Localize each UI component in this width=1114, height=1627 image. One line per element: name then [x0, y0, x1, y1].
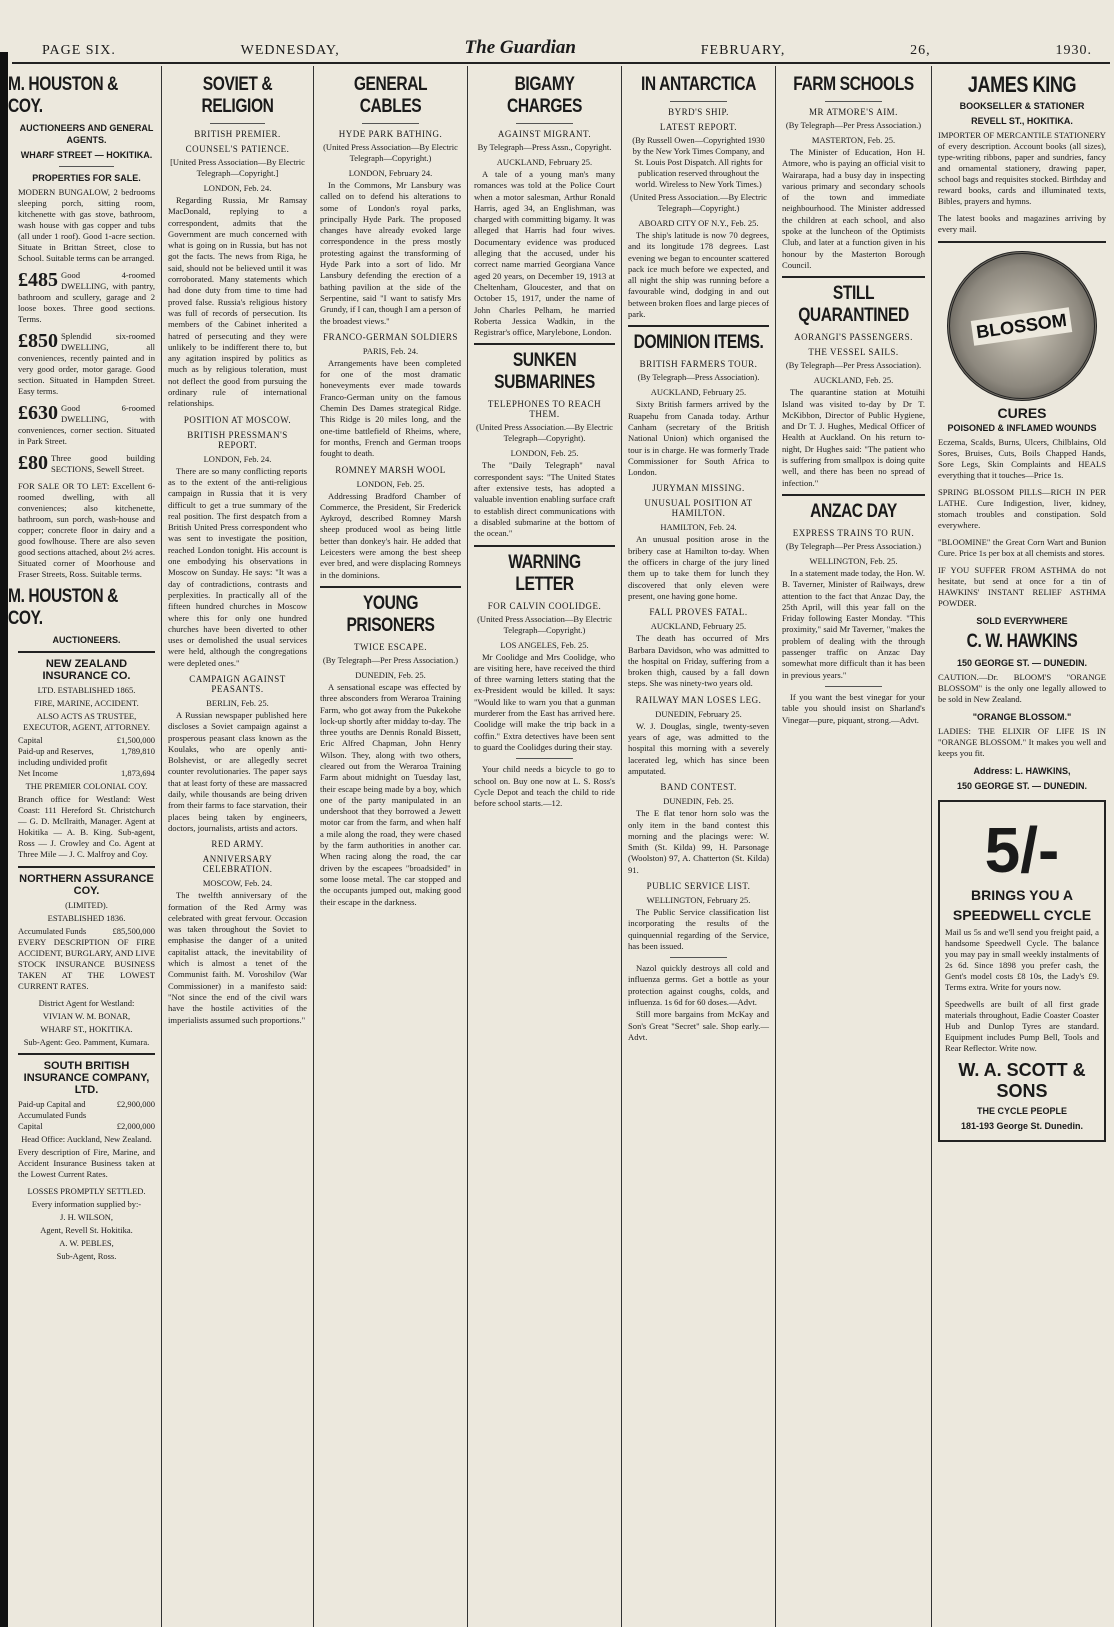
dateline: LONDON, Feb. 25.	[356, 478, 425, 489]
article-headline-farm-schools: FARM SCHOOLS	[793, 74, 914, 95]
wire-credit: (By Telegraph—Per Press Association).	[785, 360, 922, 371]
subhead-coolidge: FOR CALVIN COOLIDGE.	[487, 600, 602, 611]
price-80: £80	[18, 452, 48, 474]
article-paragraph: The Minister of Education, Hon H. Atmore, who is paying an official visit to Wairarapa, had a busy day in inspecting various primary and secondary schools of the town and immediate neighbourhood. The Minister addressed the children at each school, and also spoke at the luncheon of the Optimists Club, and later at a function given in his honour by the Masterton Borough Council.	[782, 147, 925, 270]
article-paragraph: W. J. Douglas, single, twenty-seven years of age, was admitted to the hospital this morning with a severely lacerated leg, which has since been amputated.	[628, 720, 769, 776]
speedwell-specs: Speedwells are built of all first grade materials throughout, Eadie Coaster Coaster Hub and Dunlop Tyres are standard. Equipment includes Pump Bell, Tools and Rear Reflector. Write now.	[945, 999, 1099, 1053]
wire-credit: (United Press Association—By Electric Telegraph—Copyright.)	[323, 142, 458, 163]
subhead-telephones: TELEPHONES TO REACH THEM.	[487, 399, 602, 420]
divider	[782, 276, 925, 278]
wire-credit: [United Press Association—By Electric Telegraph—Copyright.]	[170, 157, 305, 178]
copyright-credit: (By Russell Owen—Copyrighted 1930 by the New York Times Company, and St. Louis Post Dispatch. All rights for publication reserved throughout the world. Wireless to New York Times.)	[632, 135, 765, 189]
ladies-advert: LADIES: THE ELIXIR OF LIFE IS IN "ORANGE BLOSSOM." It makes you well and keeps you fit.	[938, 726, 1106, 758]
james-king-subtitle: BOOKSELLER & STATIONER	[959, 101, 1085, 111]
nz-insurance-acts: ALSO ACTS AS TRUSTEE, EXECUTOR, AGENT, ATTORNEY.	[23, 711, 150, 732]
article-paragraph: An unusual position arose in the bribery case at Hamilton to-day. When the officers in charge of the jury lined them up to take them for lunch they discovered that only eleven were present, one having gone home.	[628, 534, 769, 601]
hawkins-contact-address: 150 GEORGE ST. — DUNEDIN.	[956, 781, 1088, 791]
price-850: £850	[18, 330, 58, 352]
wire-credit: (United Press Association—By Electric Telegraph—Copyright.)	[477, 613, 612, 635]
speedwell-brings: BRINGS YOU A	[971, 887, 1073, 903]
speedwell-offer: Mail us 5s and we'll send you freight paid, a handsome Speedwell Cycle. The balance you may pay in small weekly instalments of 2s 6d. Since 1898 you prefer cash, the Gent's model costs £8 10s, the Lady's £9. Terms extra. Write for yours now.	[945, 927, 1099, 992]
wire-credit: By Telegraph—Press Assn., Copyright.	[477, 142, 612, 152]
divider	[18, 866, 155, 868]
article-paragraph: The ship's latitude is now 70 degrees, and its longitude 178 degrees. Last evening we began to encounter scattered pack ice much before we expected, and all night the ship was running before a favourable wind, dodging in and out between broken floes and large pieces of park.	[628, 230, 769, 320]
bloomine-advert: "BLOOMINE" the Great Corn Wart and Bunion Cure. Price 1s per box at all chemists and stores.	[938, 537, 1106, 558]
masthead-month: FEBRUARY,	[700, 43, 786, 58]
article-paragraph: A Russian newspaper published here discloses a Soviet campaign against a prosperous peasant class known as the Koulaks, who are openly anti-Bolshevist, or are allegedly secret counter revolutionaries. The paper says that at least forty of these are massacred daily, while thousands are being driven from their farms to face starvation, their places being taken by engineers, doctors, journalists, artists and actors.	[168, 709, 307, 833]
dateline: HAMILTON, Feb. 24.	[660, 522, 737, 533]
sb-losses: LOSSES PROMPTLY SETTLED.	[27, 1186, 146, 1196]
dateline: WELLINGTON, Feb. 25.	[809, 555, 898, 566]
nz-colonial-label: THE PREMIER COLONIAL COY.	[25, 781, 148, 791]
james-king-description: IMPORTER OF MERCANTILE STATIONERY of every description. Account books (all sizes), type-writing ribbons, paper and sundries, fancy and ornamental stationery, drawing paper, school bags and requisites stocked. Birthday and reward books, cards and illuminated texts, Bibles, prayers and hymns.	[938, 130, 1106, 206]
auctioneers-label: AUCTIONEERS.	[52, 635, 121, 645]
dateline: MASTERTON, Feb. 25.	[811, 135, 896, 145]
article-headline-young-prisoners: YOUNG PRISONERS	[346, 592, 435, 636]
dateline: AUCKLAND, February 25.	[650, 621, 747, 632]
article-paragraph: Mr Coolidge and Mrs Coolidge, who are visiting here, have received the third of three warning letters stating that the ex-President would be killed. It says: "Would like to warn you that a gunman murderer from the East has arrived here. Coolidge will make the trip back in a coffin." Extra detectives have been sent to guard the Coolidges during their stay.	[474, 651, 615, 752]
wire-credit: (By Telegraph—Per Press Association.)	[322, 654, 459, 665]
sb-agent-wilson: J. H. WILSON,	[60, 1212, 113, 1222]
dateline: LONDON, Feb. 24.	[203, 183, 272, 193]
article-headline-soviet: SOVIET & RELIGION	[201, 74, 274, 117]
article-headline-warning-letter: WARNING LETTER	[508, 551, 581, 595]
divider	[670, 101, 726, 102]
listing-850: £850 Splendid six-roomed DWELLING, all conveniences, recently painted and in very good order, motor garage. Good section. Situated in Hampden Street. Easy terms.	[18, 330, 155, 396]
sb-description: Every description of Fire, Marine, and Accident Insurance Business taken at the Lowest Current Rates.	[18, 1147, 155, 1179]
dateline: MOSCOW, Feb. 24.	[202, 878, 273, 889]
column-advertisements-left	[8, 66, 162, 1627]
asthma-advert: IF YOU SUFFER FROM ASTHMA do not hesitate, but send at once for a tin of HAWKINS' INSTANT RELIEF ASTHMA POWDER.	[938, 565, 1106, 608]
article-paragraph: Arrangements have been completed for one of the most dramatic honeveyments ever made towards Franco-German unity on the famous Chemin Des Dames strategical Ridge. This Ridge is 20 miles long, and the one-time battlefield of Rheims, where, for months, French and German troops fought to death.	[320, 357, 461, 459]
nz-income-row: Net Income 1,873,694	[18, 768, 155, 778]
divider	[474, 343, 615, 345]
caution-notice: CAUTION.—Dr. BLOOM'S "ORANGE BLOSSOM" is the only one legally allowed to be sold in New Zealand.	[938, 672, 1106, 704]
divider	[938, 241, 1106, 243]
subhead-railway-man: RAILWAY MAN LOSES LEG.	[635, 694, 762, 705]
dateline: WELLINGTON, February 25.	[646, 894, 751, 905]
article-paragraph: The quarantine station at Motuihi Island was visited to-day by Dr T. McKibbon, Director of Public Hygiene, and Dr T. J. Hughes, Medical Officer of Health at Auckland. On his return to-night, Dr Hughes said: "The patient who is suffering from smallpox is doing quite well, and there has been no spread of infection."	[782, 387, 925, 488]
masthead-year: 1930.	[1055, 43, 1092, 58]
ointment-description: Eczema, Scalds, Burns, Ulcers, Chilblains, Old Sores, Bruises, Cuts, Boils Chapped Hands, Sore Legs, Skin Complaints and HEALS everything that it touches—Price 1s.	[938, 437, 1106, 480]
article-paragraph: The twelfth anniversary of the formation of the Red Army was celebrated with great fervour. Occasion was taken throughout the Soviet to emphasise the danger of a united capitalist attack, the inevitability of which is almost a tenet of the Communist faith. M. Voroshilov (War Commissioner) in a manifesto said: "Not since the end of the civil wars have the hostile activities of the imperialists assumed such proportions."	[168, 890, 307, 1025]
nz-insurance-title: NEW ZEALAND INSURANCE CO.	[42, 658, 131, 682]
nazol-advert: Nazol quickly destroys all cold and influenza germs. Get a bottle as your protection against coughs, colds, and influenza. 1s 6d for 60 doses.—Advt.	[628, 963, 769, 1008]
subhead-peasants: CAMPAIGN AGAINST PEASANTS.	[189, 673, 286, 694]
scott-address: 181-193 George St. Dunedin.	[960, 1121, 1084, 1131]
subhead-band-contest: BAND CONTEST.	[660, 782, 737, 793]
poisoned-wounds-heading: POISONED & INFLAMED WOUNDS	[947, 423, 1097, 433]
article-paragraph: In a statement made today, the Hon. W. B. Taverner, Minister of Railways, drew attention to the fact that Anzac Day, the 25th April, will this year fall on the Friday following Easter Monday. "This proximity," said Mr Taverner, "makes the problem of dealing with the through passenger traffic on Anzac Day somewhat more difficult than it has been in previous years."	[782, 567, 925, 680]
subhead-moscow: POSITION AT MOSCOW.	[183, 414, 292, 425]
divider	[516, 758, 572, 759]
column-farm-schools	[776, 66, 932, 1627]
subhead-atmore: MR ATMORE'S AIM.	[809, 107, 898, 117]
listing-630: £630 Good 6-roomed DWELLING, with conveniences, corner section. Situated in Park Street.	[18, 402, 155, 446]
price-485: £485	[18, 269, 58, 291]
page-number: PAGE SIX.	[42, 43, 116, 58]
cures-heading: CURES	[997, 405, 1047, 421]
article-paragraph: The death has occurred of Mrs Barbara Davidson, who was admitted to the hospital on Friday, suffering from a broken thigh, caused by a fall down steps. She was ninety-two years old.	[628, 633, 769, 689]
article-paragraph: In the Commons, Mr Lansbury was called on to defend his alterations to some of London's royal parks, principally Hyde Park. The proposed changes have already evoked large correspondence in the press mostly protesting against the transforming of Hyde Park into a sort of lido. Mr Lansbury defending the erection of a bathing pavilion at the side of the Serpentine, said "I want to satisfy Mrs Grundy, if I can, though I am a person of the broadest views."	[320, 180, 461, 326]
sold-everywhere: SOLD EVERYWHERE	[976, 616, 1068, 626]
sb-agent-peebles-address: Sub-Agent, Ross.	[56, 1251, 117, 1261]
scott-tagline: THE CYCLE PEOPLE	[976, 1106, 1067, 1116]
article-paragraph: The Public Service classification list incorporating the results of the quinquennial regarding of the Service, has been issued.	[628, 906, 769, 951]
article-headline-cables: GENERAL CABLES	[353, 74, 428, 117]
price-630: £630	[18, 402, 58, 424]
masthead-weekday: WEDNESDAY,	[240, 43, 340, 58]
dateline: AUCKLAND, February 25.	[496, 157, 593, 167]
subhead-vessel-sails: THE VESSEL SAILS.	[808, 347, 899, 358]
northern-agent-name: VIVIAN W. M. BONAR,	[42, 1011, 131, 1021]
divider	[18, 1053, 155, 1055]
bicycle-advert: Your child needs a bicycle to go to school on. Buy one now at L. S. Ross's Cycle Depot and teach the child to ride before school starts.—12.	[474, 764, 615, 809]
subhead-franco-german: FRANCO-GERMAN SOLDIERS	[323, 331, 458, 342]
nz-capital-row: Capital £1,500,000	[18, 735, 155, 745]
article-paragraph: Addressing Bradford Chamber of Commerce, the President, Sir Frederick Aykroyd, described Romney Marsh sheep produced wool as being little better than donkey's hair. He added that Leicesters were among the best sheep ever bred, and were displacing Romneys in the dominions.	[320, 490, 461, 580]
subhead-public-service: PUBLIC SERVICE LIST.	[646, 880, 751, 891]
wire-credit: (By Telegraph—Press Association).	[637, 372, 760, 383]
column-antarctica	[622, 66, 776, 1627]
newspaper-columns	[8, 66, 1112, 1627]
article-paragraph: A sensational escape was effected by three absconders from Weraroa Training Farm, who got away from the Pukekohe lock-up shortly after midday to-day. The three youths are Dennis Ronald Bissett, Eric Alfred Chapman, John Henry Wilson. They, along with two others, cleared out from the Weraroa Training Farm about midnight on Tuesday last, their escape being made by a boy, which one of the party manipulated in an undershoot that they borrowed a Jewett motor car from the farm, and when half a mile along the road, they were chased by the farm authorities in another car. When racing along the road, the car driven by the escapees "broadsided" in some loose metal. The car stopped and the occupants jumped out, making good their escape in the darkness.	[320, 681, 461, 907]
northern-agent-address: WHARF ST., HOKITIKA.	[40, 1024, 133, 1034]
wire-credit: (United Press Association.—By Electric Telegraph—Copyright).	[476, 422, 613, 444]
dateline: DUNEDIN, February 25.	[655, 708, 742, 719]
speedwell-cycle-name: SPEEDWELL CYCLE	[952, 907, 1092, 923]
sb-paid-row: Paid-up Capital and Accumulated Funds £2,900,000	[18, 1099, 155, 1120]
divider	[825, 101, 882, 102]
divider	[18, 651, 155, 653]
subhead-red-army: RED ARMY.	[211, 839, 264, 850]
divider	[825, 686, 882, 687]
article-paragraph: A tale of a young man's many romances was told at the Police Court when a motor salesman, Arthur Ronald Harris, aged 34, an Englishman, was charged with committing bigamy. It was alleged that Harris had four wives. Documentary evidence was produced alleging that the accused, under his correct name married Georgiana Vance aged 20 years, on December 19, 1913 at Cheltenham, Gloucester, and that on October 15, 1917, under the name of John Charles Pelham, he married Roberta Jessica Wadkin, in the Registrar's office, Marylebone, London.	[474, 169, 615, 338]
subhead-juryman: JURYMAN MISSING.	[652, 483, 745, 494]
article-headline-submarines: SUNKEN SUBMARINES	[494, 350, 595, 394]
masthead-day: 26,	[910, 43, 931, 58]
orange-blossom-heading: "ORANGE BLOSSOM."	[972, 712, 1072, 722]
sb-info: Every information supplied by:-	[31, 1199, 142, 1209]
dateline: LONDON, February 24.	[348, 168, 433, 178]
divider	[59, 166, 114, 167]
james-king-latest: The latest books and magazines arriving by every mail.	[938, 213, 1106, 234]
vinegar-advert: If you want the best vinegar for your table you should insist on Sharland's Vinegar—pure, piquant, strong.—Advt.	[782, 691, 925, 725]
article-paragraph: The "Daily Telegraph" naval correspondent says: "The United States after extensive tests, has adopted a valuable invention enabling surface craft to establish direct communications with a disabled submarine at the bottom of the ocean."	[474, 460, 615, 539]
northern-agent-label: District Agent for Westland:	[38, 998, 135, 1008]
dateline: DUNEDIN, Feb. 25.	[663, 796, 734, 807]
dateline: LONDON, Feb. 25.	[510, 448, 579, 459]
south-british-title: SOUTH BRITISH INSURANCE COMPANY, LTD.	[23, 1060, 150, 1096]
subhead-farmers-tour: BRITISH FARMERS TOUR.	[639, 359, 758, 370]
hawkins-name: C. W. HAWKINS	[966, 631, 1078, 652]
subhead-anniversary: ANNIVERSARY CELEBRATION.	[202, 854, 273, 875]
speedwell-cycle-advert	[938, 800, 1106, 1142]
houston-ad-title-2: M. HOUSTON & COY.	[8, 586, 118, 629]
divider	[474, 545, 615, 547]
article-headline-antarctica: IN ANTARCTICA	[641, 74, 756, 95]
subhead-express-trains: EXPRESS TRAINS TO RUN.	[792, 527, 915, 538]
spring-blossom-pills: SPRING BLOSSOM PILLS—RICH IN PER LATHE. Cure Indigestion, liver, kidney, stomach troubles and constipation. Sold everywhere.	[938, 487, 1106, 530]
column-soviet-religion	[162, 66, 314, 1627]
article-headline-quarantined: STILL QUARANTINED	[798, 283, 909, 327]
page-margin-bar	[0, 52, 8, 1627]
subhead-hyde-park: HYDE PARK BATHING.	[338, 129, 443, 139]
subhead-hamilton: UNUSUAL POSITION AT HAMILTON.	[644, 498, 753, 519]
divider	[670, 957, 726, 958]
subhead-byrds-ship: BYRD'S SHIP.	[668, 107, 729, 117]
listing-80: £80 Three good building SECTIONS, Sewell Street.	[18, 452, 155, 474]
dateline: ABOARD CITY OF N.Y., Feb. 25.	[638, 218, 759, 228]
subhead-pressman: BRITISH PRESSMAN'S REPORT.	[187, 429, 288, 450]
column-bigamy	[468, 66, 622, 1627]
newspaper-title: The Guardian	[464, 37, 576, 58]
divider	[210, 123, 266, 124]
houston-ad-subtitle: AUCTIONEERS AND GENERAL AGENTS.	[19, 123, 154, 145]
hawkins-contact: Address: L. HAWKINS,	[973, 766, 1071, 776]
subhead-british-premier: BRITISH PREMIER.	[194, 129, 281, 139]
houston-ad-address: WHARF STREET — HOKITIKA.	[20, 150, 153, 160]
subhead-romney-marsh: ROMNEY MARSH WOOL	[335, 464, 446, 475]
column-general-cables	[314, 66, 468, 1627]
houston-ad-title: M. HOUSTON & COY.	[8, 74, 118, 117]
james-king-address: REVELL ST., HOKITIKA.	[971, 116, 1073, 126]
divider	[362, 123, 418, 124]
dateline: DUNEDIN, Feb. 25.	[355, 669, 426, 680]
northern-assurance-title: NORTHERN ASSURANCE COY.	[19, 873, 154, 897]
northern-sub-agent: Sub-Agent: Geo. Pamment, Kumara.	[23, 1037, 150, 1047]
properties-heading: PROPERTIES FOR SALE.	[32, 173, 141, 183]
listing-485: £485 Good 4-roomed DWELLING, with pantry, bathroom and scullery, garage and 2 loose boxes. Three good sections. Terms.	[18, 269, 155, 324]
northern-limited: (LIMITED).	[65, 900, 108, 910]
divider	[628, 325, 769, 327]
article-headline-bigamy: BIGAMY CHARGES	[506, 74, 583, 117]
dateline: BERLIN, Feb. 25.	[206, 697, 269, 708]
subhead-twice-escape: TWICE ESCAPE.	[354, 641, 427, 652]
article-paragraph: There are so many conflicting reports as to the extent of the anti-religious campaign in Russia that it is very difficult to get a true summary of the real position. The first despatch from a British United Press correspondent who was sent to investigate the position, reached London tonight. His account is one embodying his observations in Moscow on Sunday. He says: "It was a day of contradictions, contrasts and perplexities. In practically all of the fifteen hundred churches in Moscow where this for only one hundred churches have been diverted to other uses or demolished the usual services were held, although the congregations were depleted ones."	[168, 465, 307, 668]
hawkins-address: 150 GEORGE ST. — DUNEDIN.	[956, 658, 1088, 668]
nz-branch-info: Branch office for Westland: West Coast: 111 Hereford St. Christchurch — G. D. McIlraith, Manager. Agent at Hokitika — A. B. King. Sub-agent, Ross — J. Crowley and Co. Agent at Three Mile — J. C. Malfroy and Coy.	[18, 794, 155, 859]
bungalow-listing: MODERN BUNGALOW, 2 bedrooms sleeping porch, sitting room, kitchenette with gas stove, bathroom, wash house with gas copper and tubs (all under 1 roof). Good 1-acre section. Situate in Brittan Street, close to School. Suitable terms can be arranged.	[18, 187, 155, 263]
subhead-latest-report: LATEST REPORT.	[659, 122, 738, 132]
speedwell-price: 5/-	[984, 814, 1060, 886]
dateline: AUCKLAND, Feb. 25.	[813, 375, 894, 386]
sb-head-office: Head Office: Auckland, New Zealand.	[21, 1134, 152, 1144]
for-sale-listing: FOR SALE OR TO LET: Excellent 6-roomed dwelling, with all conveniences; also kitchenette, bathroom, sun porch, wash-house and copper; concrete floor in dairy and a good fowlhouse. There are also seven good sections attached, about 2½ acres. Situated corner of Moorhouse and Fraser Streets, Ross. Suitable terms.	[18, 481, 155, 579]
article-headline-anzac: ANZAC DAY	[810, 500, 897, 522]
sb-agent-peebles: A. W. PEBLES,	[59, 1238, 114, 1248]
sb-capital-row: Capital £2,000,000	[18, 1121, 155, 1131]
sb-agent-wilson-address: Agent, Revell St. Hokitika.	[40, 1225, 133, 1235]
article-paragraph: Regarding Russia, Mr Ramsay MacDonald, replying to a correspondent, admits that the Government are much concerned with what is going on in Russia, but has not got the facts. The news from Riga, he said, should not be believed until it was corroborated. Many statements which had done duty from time to time had proved false. Russia's religious history was full of records of persecution. Its members of the Cabinet inherited a hatred of persecuting and they were unlikely to be indifferent there to, but any agitation inspired by politics as much as by religious toleration, must not deflect the good from pursuing the ordinary rule of international relationships.	[168, 195, 307, 409]
dateline: PARIS, Feb. 24.	[362, 345, 419, 356]
northern-description: EVERY DESCRIPTION OF FIRE ACCIDENT, BURGLARY, AND LIVE STOCK INSURANCE BUSINESS TAKEN AT THE LOWEST CURRENT RATES.	[18, 937, 155, 991]
subhead-aorangi: AORANGI'S PASSENGERS.	[794, 332, 913, 343]
article-paragraph: The E flat tenor horn solo was the only item in the band contest this morning and the placings were: W. Smith (St. Kilda) 99, H. Parsonage (Woolston) 97, A. Chatterton (St. Kilda) 91.	[628, 808, 769, 875]
masthead	[12, 38, 1110, 64]
orange-blossom-seal-image: BLOSSOM	[947, 251, 1097, 401]
divider	[782, 494, 925, 496]
subhead-migrant: AGAINST MIGRANT.	[497, 129, 592, 139]
column-advertisements-right	[932, 66, 1112, 1627]
northern-established: ESTABLISHED 1836.	[47, 913, 126, 923]
wire-credit: (United Press Association.—By Electric Telegraph—Copyright.)	[630, 192, 767, 213]
scott-name: W. A. SCOTT & SONS	[958, 1060, 1086, 1101]
dateline: AUCKLAND, February 25.	[650, 387, 747, 398]
dateline: LONDON, Feb. 24.	[203, 453, 272, 464]
wire-credit: (By Telegraph—Per Press Association.)	[785, 540, 922, 551]
divider	[320, 586, 461, 588]
northern-funds-row: Accumulated Funds £85,500,000	[18, 926, 155, 936]
wire-credit: (By Telegraph—Per Press Association.)	[785, 120, 922, 130]
nz-reserves-row: Paid-up and Reserves, including undivided profit 1,789,810	[18, 746, 155, 767]
article-paragraph: Sixty British farmers arrived by the Ruapehu from Canada today. Arthur Canham (secretary of the British National Union) which organised the tour is in charge. He was formerly Trade Commissioner for South Africa to London.	[628, 399, 769, 478]
nz-insurance-established: LTD. ESTABLISHED 1865.	[37, 685, 136, 695]
divider	[516, 123, 572, 124]
james-king-title: JAMES KING	[967, 72, 1077, 97]
dateline: LOS ANGELES, Feb. 25.	[500, 639, 589, 650]
subhead-fall-fatal: FALL PROVES FATAL.	[649, 607, 748, 618]
nz-insurance-lines: FIRE, MARINE, ACCIDENT.	[34, 698, 139, 708]
subhead-counsel: COUNSEL'S PATIENCE.	[185, 144, 290, 154]
mckay-advert: Still more bargains from McKay and Son's Great "Secret" sale. Shop early.—Advt.	[628, 1009, 769, 1042]
article-headline-dominion-items: DOMINION ITEMS.	[633, 332, 764, 354]
